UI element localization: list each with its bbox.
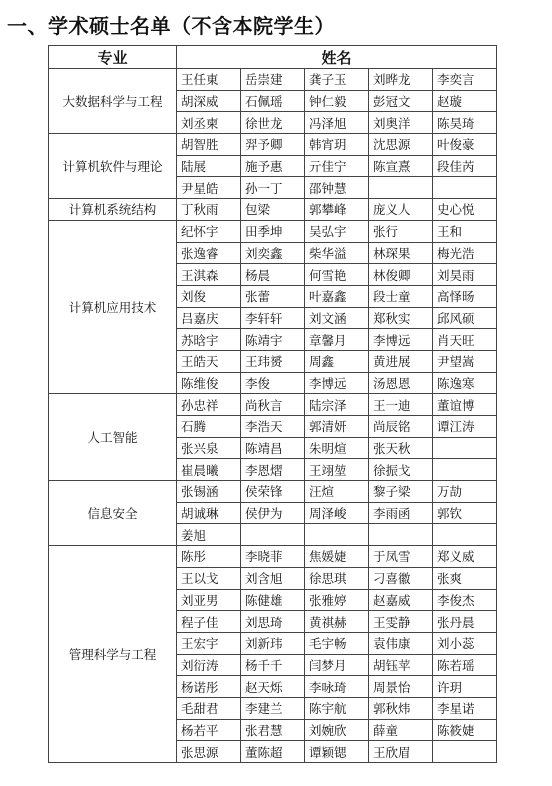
student-name-cell: 姜旭 — [177, 524, 241, 546]
student-name-cell: 陈靖昌 — [241, 437, 305, 459]
student-name-cell: 周泽峻 — [305, 502, 369, 524]
student-name-cell: 岳崇建 — [241, 69, 305, 91]
student-name-cell: 段佳芮 — [433, 155, 497, 177]
student-name-cell: 黄祺赫 — [305, 611, 369, 633]
student-name-cell: 王任東 — [177, 69, 241, 91]
student-name-cell: 杨诺彤 — [177, 676, 241, 698]
student-name-cell: 张逸睿 — [177, 242, 241, 264]
student-name-cell: 程子佳 — [177, 611, 241, 633]
admission-list-table — [48, 45, 497, 763]
table-row — [49, 481, 497, 503]
student-name-cell: 叶嘉鑫 — [305, 285, 369, 307]
student-name-cell: 史心悦 — [433, 199, 497, 221]
student-name-cell: 侯荣锋 — [241, 481, 305, 503]
student-name-cell: 王欣眉 — [369, 741, 433, 763]
student-name-cell: 林俊卿 — [369, 264, 433, 286]
student-name-cell: 刘小蕊 — [433, 632, 497, 654]
student-name-cell: 邱风硕 — [433, 307, 497, 329]
major-cell: 信息安全 — [49, 481, 177, 546]
student-name-cell: 孙忠祥 — [177, 394, 241, 416]
student-name-cell: 陈宣熹 — [369, 155, 433, 177]
student-name-cell: 刘俊 — [177, 285, 241, 307]
student-name-cell: 刁喜徽 — [369, 567, 433, 589]
major-cell: 人工智能 — [49, 394, 177, 481]
student-name-cell: 郑义威 — [433, 546, 497, 568]
student-name-cell: 韩宵玥 — [305, 134, 369, 156]
student-name-cell: 梅光浩 — [433, 242, 497, 264]
student-name-cell: 郭秋炜 — [369, 697, 433, 719]
student-name-cell: 王一迪 — [369, 394, 433, 416]
student-name-cell — [433, 524, 497, 546]
student-name-cell: 汤恩恩 — [369, 372, 433, 394]
student-name-cell — [305, 524, 369, 546]
student-name-cell: 崔晨曦 — [177, 459, 241, 481]
student-name-cell: 刘丞柬 — [177, 112, 241, 134]
student-name-cell: 侯伊为 — [241, 502, 305, 524]
student-name-cell: 董谊博 — [433, 394, 497, 416]
student-name-cell: 叶俊豪 — [433, 134, 497, 156]
student-name-cell: 杨若平 — [177, 719, 241, 741]
student-name-cell: 刘晔龙 — [369, 69, 433, 91]
student-name-cell — [433, 741, 497, 763]
student-name-cell: 周景怡 — [369, 676, 433, 698]
student-name-cell: 李博远 — [305, 372, 369, 394]
student-name-cell: 郭钦 — [433, 502, 497, 524]
student-name-cell: 王淇森 — [177, 264, 241, 286]
student-name-cell: 李建兰 — [241, 697, 305, 719]
student-name-cell: 王以戈 — [177, 567, 241, 589]
header-names: 姓名 — [177, 46, 497, 69]
student-name-cell: 吴弘宇 — [305, 220, 369, 242]
student-name-cell: 胡诚琳 — [177, 502, 241, 524]
student-name-cell: 章馨月 — [305, 329, 369, 351]
student-name-cell: 徐振戈 — [369, 459, 433, 481]
student-name-cell: 李恩熠 — [241, 459, 305, 481]
student-name-cell: 张丹晨 — [433, 611, 497, 633]
student-name-cell: 刘文涵 — [305, 307, 369, 329]
student-name-cell: 陈彤 — [177, 546, 241, 568]
student-name-cell: 徐世龙 — [241, 112, 305, 134]
student-name-cell: 李晓菲 — [241, 546, 305, 568]
student-name-cell: 谭颖锶 — [305, 741, 369, 763]
student-name-cell: 胡钰苹 — [369, 654, 433, 676]
student-name-cell: 王皓天 — [177, 350, 241, 372]
major-cell: 管理科学与工程 — [49, 546, 177, 763]
student-name-cell: 陈筱婕 — [433, 719, 497, 741]
student-name-cell: 吕嘉庆 — [177, 307, 241, 329]
student-name-cell: 庞义人 — [369, 199, 433, 221]
student-name-cell: 柴华溢 — [305, 242, 369, 264]
student-name-cell: 刘奕鑫 — [241, 242, 305, 264]
student-name-cell: 孙一丁 — [241, 177, 305, 199]
major-cell: 大数据科学与工程 — [49, 69, 177, 134]
student-name-cell: 许玥 — [433, 676, 497, 698]
student-name-cell: 刘亚男 — [177, 589, 241, 611]
student-name-cell: 钟仁毅 — [305, 90, 369, 112]
student-name-cell: 高怿旸 — [433, 285, 497, 307]
student-name-cell — [433, 437, 497, 459]
student-name-cell: 邵钟慧 — [305, 177, 369, 199]
student-name-cell: 尚辰铭 — [369, 416, 433, 438]
student-name-cell: 王翊堃 — [305, 459, 369, 481]
student-name-cell: 张行 — [369, 220, 433, 242]
student-name-cell: 施予惠 — [241, 155, 305, 177]
student-name-cell: 尹望嵩 — [433, 350, 497, 372]
student-name-cell: 王玮赟 — [241, 350, 305, 372]
student-name-cell: 张蕾 — [241, 285, 305, 307]
student-name-cell: 刘衍涛 — [177, 654, 241, 676]
student-name-cell: 尹星皓 — [177, 177, 241, 199]
student-name-cell: 刘新玮 — [241, 632, 305, 654]
student-name-cell: 薛童 — [369, 719, 433, 741]
student-name-cell: 张君慧 — [241, 719, 305, 741]
student-name-cell: 张天秋 — [369, 437, 433, 459]
student-name-cell: 焦媛婕 — [305, 546, 369, 568]
student-name-cell: 黎子梁 — [369, 481, 433, 503]
student-name-cell: 苏晗宇 — [177, 329, 241, 351]
header-major: 专业 — [49, 46, 177, 69]
student-name-cell: 郑秋实 — [369, 307, 433, 329]
student-name-cell: 刘奥洋 — [369, 112, 433, 134]
major-cell: 计算机系统结构 — [49, 199, 177, 221]
student-name-cell: 谭江涛 — [433, 416, 497, 438]
student-name-cell: 杨千千 — [241, 654, 305, 676]
student-name-cell: 陈昊琦 — [433, 112, 497, 134]
student-name-cell — [433, 177, 497, 199]
student-name-cell: 冯泽旭 — [305, 112, 369, 134]
student-name-cell: 李浩天 — [241, 416, 305, 438]
student-name-cell: 包梁 — [241, 199, 305, 221]
student-name-cell: 胡智胜 — [177, 134, 241, 156]
student-name-cell: 陆展 — [177, 155, 241, 177]
student-name-cell: 张爽 — [433, 567, 497, 589]
student-name-cell: 肖天旺 — [433, 329, 497, 351]
student-name-cell: 张锡涵 — [177, 481, 241, 503]
student-name-cell: 朱明煊 — [305, 437, 369, 459]
student-name-cell: 陆宗泽 — [305, 394, 369, 416]
student-name-cell: 王雯静 — [369, 611, 433, 633]
student-name-cell: 闫梦月 — [305, 654, 369, 676]
student-name-cell: 李咏琦 — [305, 676, 369, 698]
student-name-cell: 段士童 — [369, 285, 433, 307]
student-name-cell — [433, 459, 497, 481]
student-name-cell: 汪煊 — [305, 481, 369, 503]
student-name-cell: 赵嘉威 — [369, 589, 433, 611]
table-row — [49, 394, 497, 416]
student-name-cell: 毛甜君 — [177, 697, 241, 719]
student-name-cell: 何雪艳 — [305, 264, 369, 286]
student-name-cell: 刘含旭 — [241, 567, 305, 589]
student-name-cell: 田季坤 — [241, 220, 305, 242]
page-heading: 一、学术硕士名单（不含本院学生） — [7, 14, 335, 38]
student-name-cell: 张兴泉 — [177, 437, 241, 459]
student-name-cell: 陈靖宇 — [241, 329, 305, 351]
student-name-cell: 刘婉欣 — [305, 719, 369, 741]
student-name-cell: 沈思源 — [369, 134, 433, 156]
student-name-cell: 赵璇 — [433, 90, 497, 112]
student-name-cell: 尚秋言 — [241, 394, 305, 416]
student-name-cell: 李轩轩 — [241, 307, 305, 329]
student-name-cell: 赵天烁 — [241, 676, 305, 698]
student-name-cell — [369, 177, 433, 199]
student-name-cell: 于凤雪 — [369, 546, 433, 568]
major-cell: 计算机应用技术 — [49, 220, 177, 394]
student-name-cell: 纪怀宇 — [177, 220, 241, 242]
student-name-cell: 王宏宇 — [177, 632, 241, 654]
student-name-cell: 周鑫 — [305, 350, 369, 372]
student-name-cell: 万劼 — [433, 481, 497, 503]
student-name-cell — [369, 524, 433, 546]
student-name-cell — [241, 524, 305, 546]
student-name-cell: 黄进展 — [369, 350, 433, 372]
student-name-cell: 毛宇畅 — [305, 632, 369, 654]
student-name-cell: 张思源 — [177, 741, 241, 763]
table-header-row — [49, 46, 497, 69]
student-name-cell: 郭攀峰 — [305, 199, 369, 221]
student-name-cell: 陈逸寒 — [433, 372, 497, 394]
student-name-cell: 羿予卿 — [241, 134, 305, 156]
major-cell: 计算机软件与理论 — [49, 134, 177, 199]
student-name-cell: 石腾 — [177, 416, 241, 438]
student-name-cell: 董陈超 — [241, 741, 305, 763]
student-name-cell: 彭冠文 — [369, 90, 433, 112]
student-name-cell: 王和 — [433, 220, 497, 242]
student-name-cell: 丁秋雨 — [177, 199, 241, 221]
student-name-cell: 李奕言 — [433, 69, 497, 91]
student-name-cell: 林琛果 — [369, 242, 433, 264]
table-row — [49, 546, 497, 568]
table-row — [49, 69, 497, 91]
student-name-cell: 袁伟康 — [369, 632, 433, 654]
student-name-cell: 龚子玉 — [305, 69, 369, 91]
student-name-cell: 杨晨 — [241, 264, 305, 286]
student-name-cell: 刘思琦 — [241, 611, 305, 633]
student-name-cell: 李星诺 — [433, 697, 497, 719]
student-name-cell: 亓佳宁 — [305, 155, 369, 177]
student-name-cell: 陈宇航 — [305, 697, 369, 719]
student-name-cell: 陈健雄 — [241, 589, 305, 611]
student-name-cell: 李博远 — [369, 329, 433, 351]
student-name-cell: 张雅婷 — [305, 589, 369, 611]
student-name-cell: 郭清妍 — [305, 416, 369, 438]
student-name-cell: 陈若瑶 — [433, 654, 497, 676]
student-name-cell: 石佩瑶 — [241, 90, 305, 112]
student-name-cell: 胡深威 — [177, 90, 241, 112]
student-name-cell: 刘昊雨 — [433, 264, 497, 286]
student-name-cell: 李雨函 — [369, 502, 433, 524]
table-row — [49, 199, 497, 221]
table-row — [49, 134, 497, 156]
student-name-cell: 李俊杰 — [433, 589, 497, 611]
student-name-cell: 徐思琪 — [305, 567, 369, 589]
table-row — [49, 220, 497, 242]
student-name-cell: 李俊 — [241, 372, 305, 394]
student-name-cell: 陈维俊 — [177, 372, 241, 394]
